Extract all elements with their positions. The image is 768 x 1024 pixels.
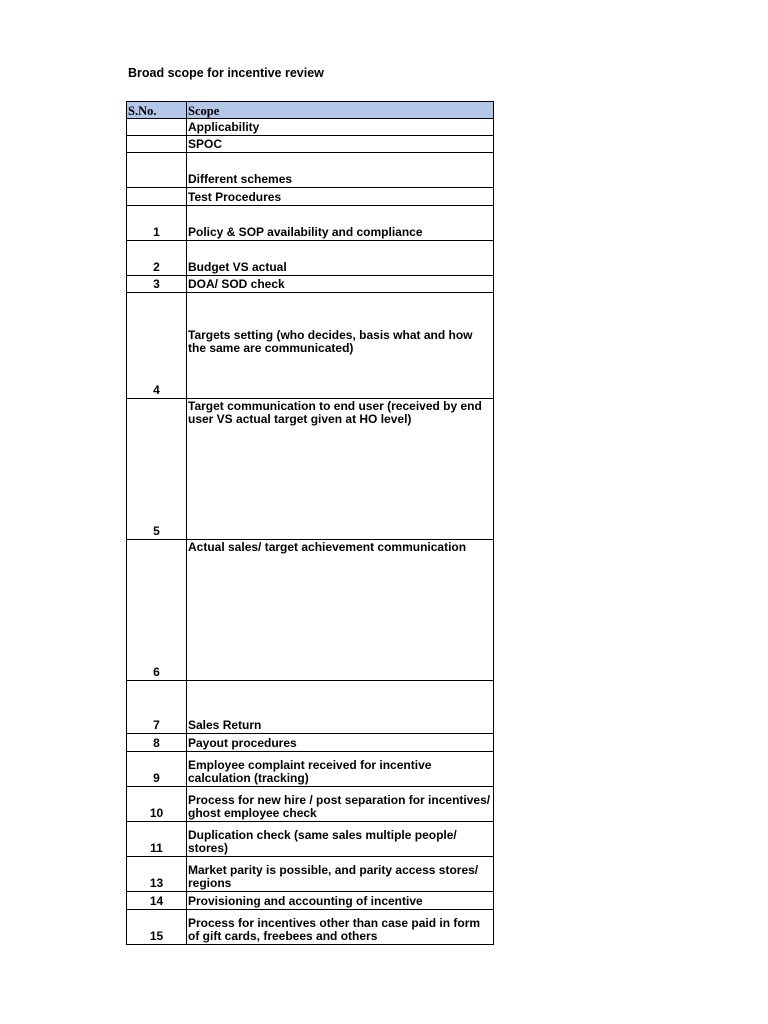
table-row	[127, 206, 494, 241]
cell-scope: Policy & SOP availability and compliance	[187, 206, 494, 241]
cell-sno: 11	[127, 822, 187, 857]
cell-sno	[127, 153, 187, 188]
cell-sno: 2	[127, 241, 187, 276]
table-row	[127, 241, 494, 276]
cell-scope: Process for new hire / post separation for incentives/ ghost employee check	[187, 787, 494, 822]
cell-scope: Budget VS actual	[187, 241, 494, 276]
column-header-sno: S.No.	[127, 102, 187, 119]
cell-scope: Applicability	[187, 119, 494, 136]
cell-sno: 6	[127, 540, 187, 681]
cell-sno: 7	[127, 681, 187, 734]
table-row	[127, 399, 494, 540]
table-row	[127, 188, 494, 206]
table-row	[127, 293, 494, 399]
cell-sno: 8	[127, 734, 187, 752]
cell-sno: 13	[127, 857, 187, 892]
cell-sno: 1	[127, 206, 187, 241]
cell-scope: Sales Return	[187, 681, 494, 734]
column-header-scope: Scope	[187, 102, 494, 119]
cell-sno: 15	[127, 910, 187, 945]
cell-scope: Provisioning and accounting of incentive	[187, 892, 494, 910]
cell-sno	[127, 136, 187, 153]
table-row	[127, 910, 494, 945]
table-row	[127, 822, 494, 857]
cell-scope: SPOC	[187, 136, 494, 153]
cell-sno: 4	[127, 293, 187, 399]
cell-sno	[127, 188, 187, 206]
cell-sno	[127, 119, 187, 136]
table-row	[127, 276, 494, 293]
table-row	[127, 136, 494, 153]
cell-sno: 14	[127, 892, 187, 910]
cell-scope: DOA/ SOD check	[187, 276, 494, 293]
cell-scope: Duplication check (same sales multiple people/ stores)	[187, 822, 494, 857]
cell-sno: 3	[127, 276, 187, 293]
table-row	[127, 857, 494, 892]
cell-scope: Market parity is possible, and parity access stores/ regions	[187, 857, 494, 892]
table-row	[127, 734, 494, 752]
table-row	[127, 153, 494, 188]
cell-sno: 10	[127, 787, 187, 822]
cell-scope: Target communication to end user (received by end user VS actual target given at HO level)	[187, 399, 494, 540]
table-row	[127, 787, 494, 822]
cell-scope: Process for incentives other than case paid in form of gift cards, freebees and others	[187, 910, 494, 945]
cell-scope: Actual sales/ target achievement communication	[187, 540, 494, 681]
table-row	[127, 681, 494, 734]
cell-scope: Test Procedures	[187, 188, 494, 206]
table-row	[127, 892, 494, 910]
table-row	[127, 540, 494, 681]
table-row	[127, 752, 494, 787]
cell-scope: Payout procedures	[187, 734, 494, 752]
document-title: Broad scope for incentive review	[128, 66, 324, 80]
scope-table	[126, 101, 494, 945]
cell-scope: Targets setting (who decides, basis what and how the same are communicated)	[187, 293, 494, 399]
table-header-row	[127, 102, 494, 119]
cell-sno: 9	[127, 752, 187, 787]
cell-scope: Different schemes	[187, 153, 494, 188]
cell-scope: Employee complaint received for incentive calculation (tracking)	[187, 752, 494, 787]
table-row	[127, 119, 494, 136]
cell-sno: 5	[127, 399, 187, 540]
